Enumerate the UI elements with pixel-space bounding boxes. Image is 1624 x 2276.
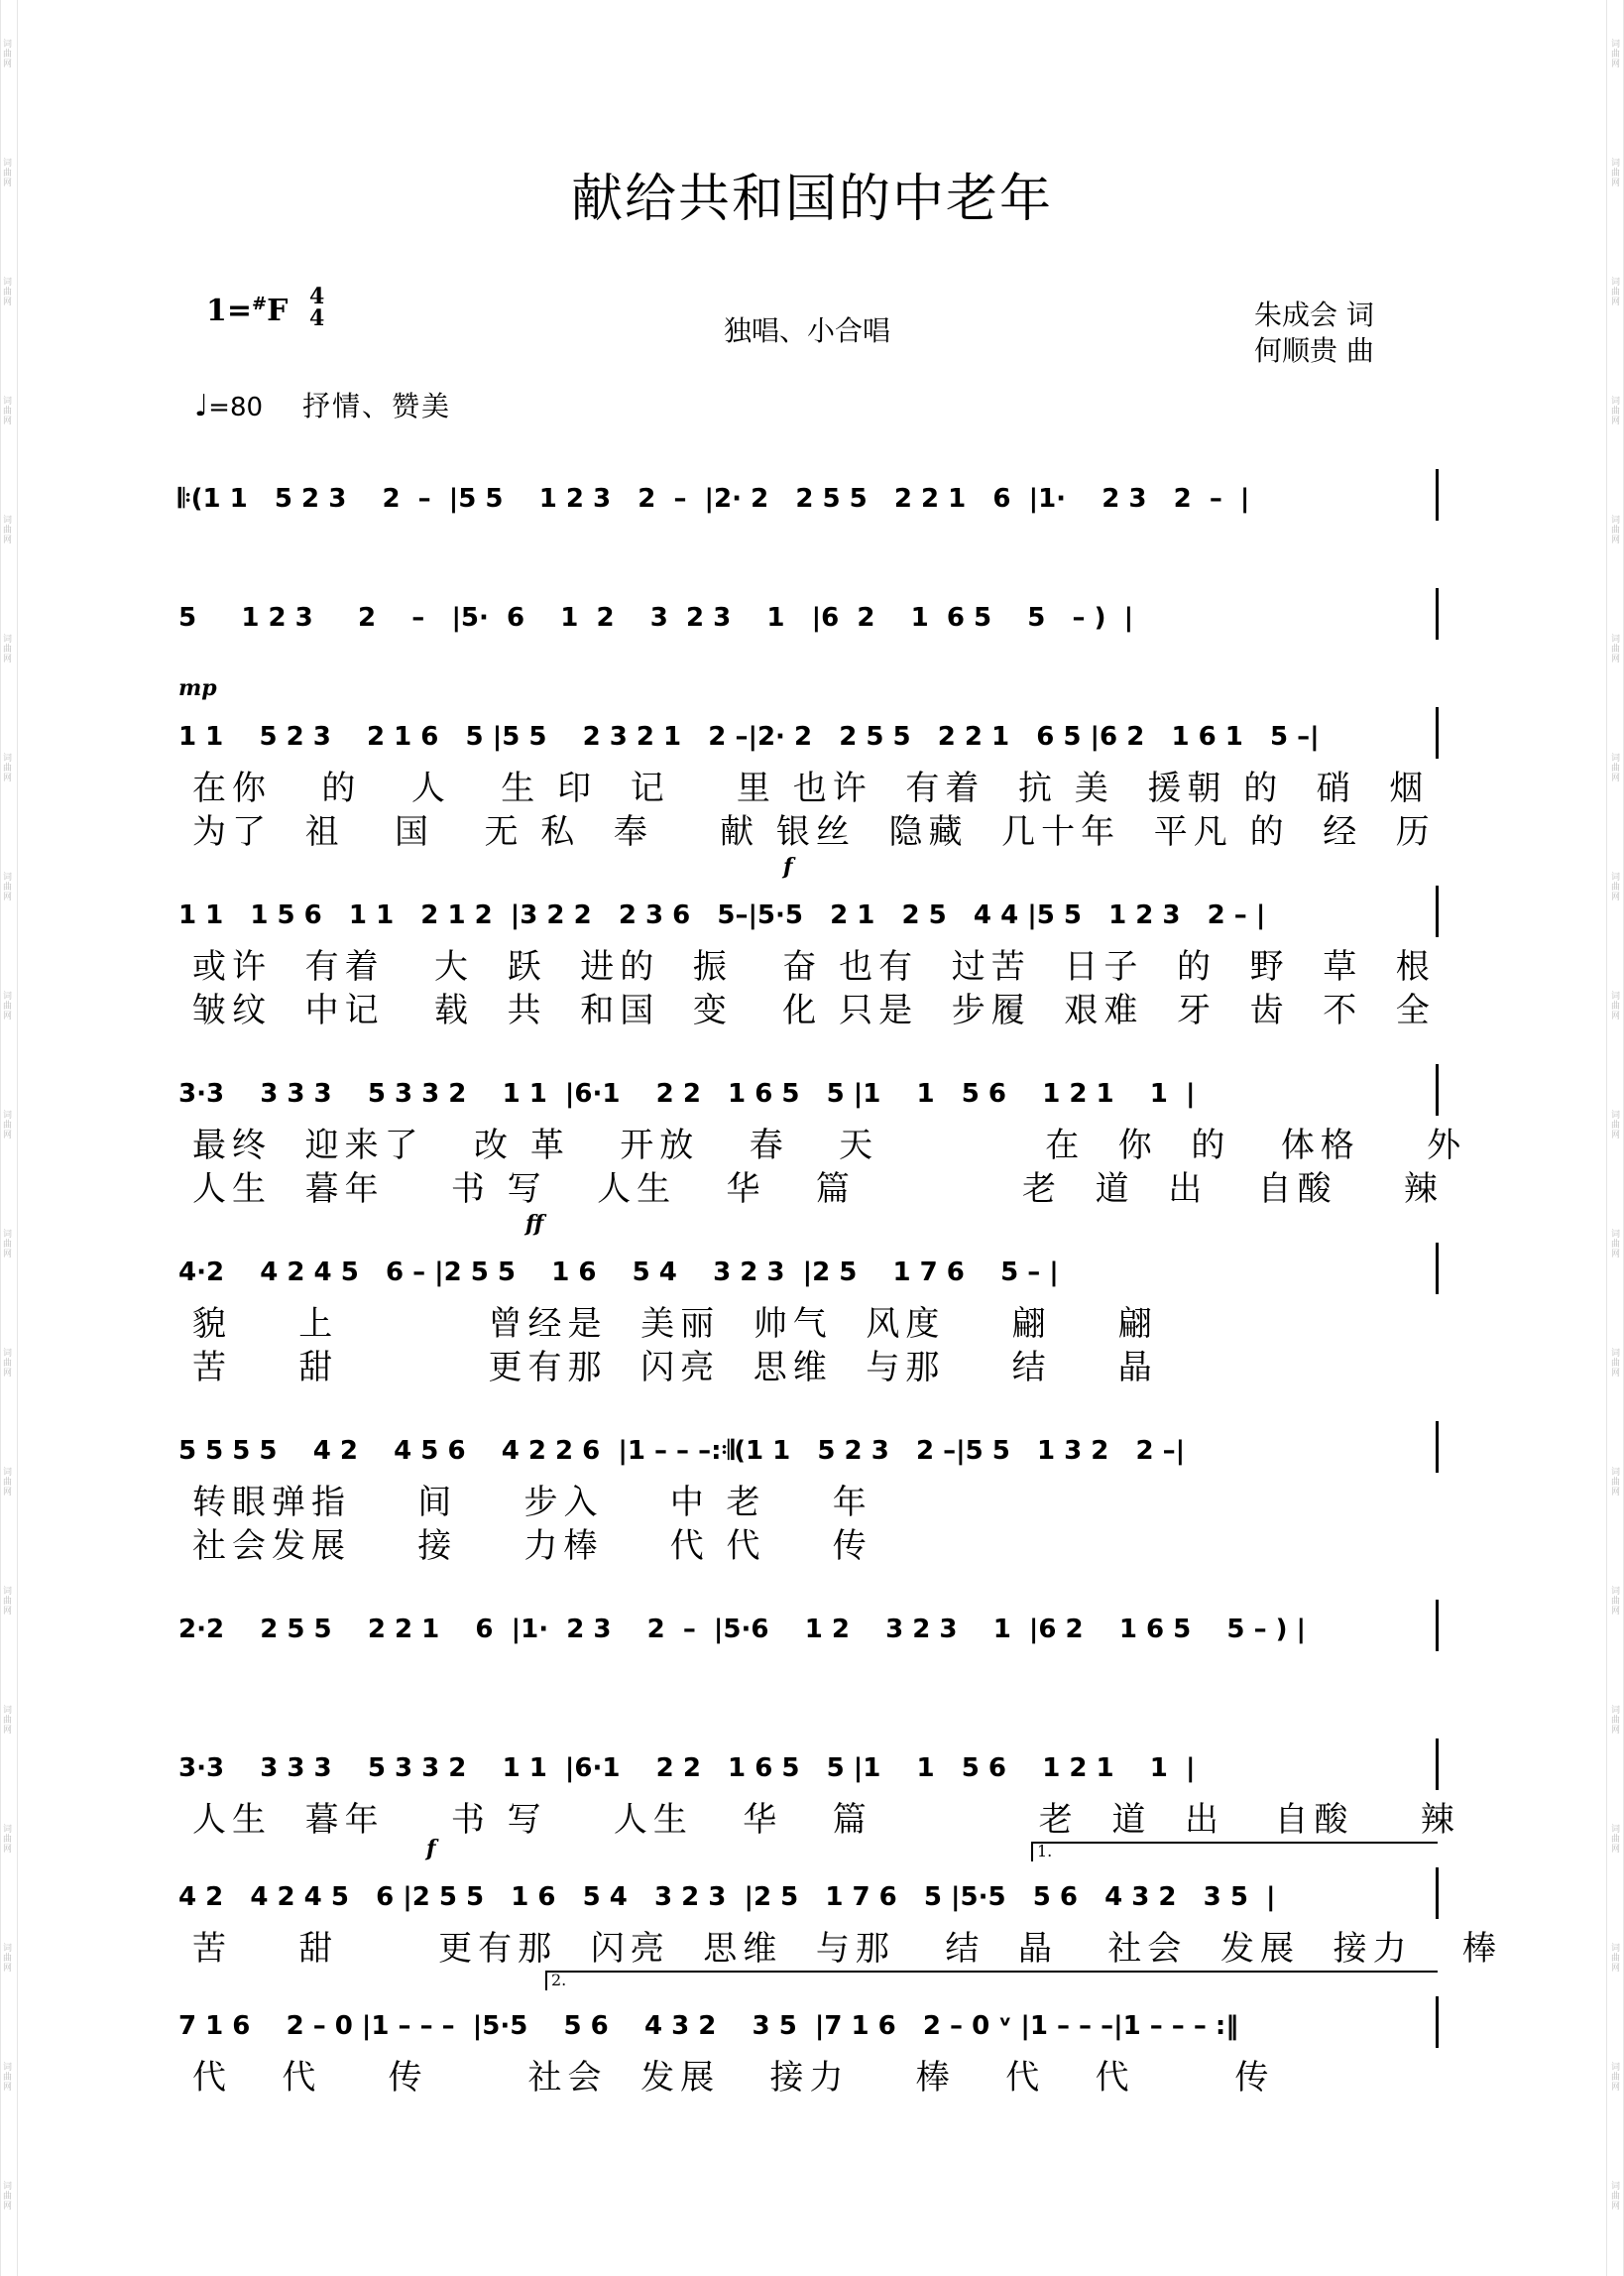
watermark-right: 词曲网 (1611, 159, 1621, 188)
barline (1436, 1421, 1439, 1473)
watermark-left: 词曲网 (3, 1230, 13, 1259)
lyrics-verse-1: 人生 暮年 书 写 人生 华 篇 老 道 出 自酸 辣 (192, 1800, 1460, 1840)
notation-line: 7 1 6 2 – 0 |1 – – – |5·5 5 6 4 3 2 3 5 |7 1 6 2 – 0 ᵛ |1 – – –|1 – – – :‖ (178, 2011, 1239, 2041)
barline (1436, 886, 1439, 937)
watermark-right: 词曲网 (1611, 1111, 1621, 1140)
barline (1436, 1738, 1439, 1790)
watermark-right: 词曲网 (1611, 1825, 1621, 1855)
watermark-left: 词曲网 (3, 278, 13, 307)
barline (1436, 1064, 1439, 1116)
watermark-left: 词曲网 (3, 516, 13, 545)
dynamic-marking: mp (178, 675, 217, 701)
score-row (178, 854, 1448, 1056)
watermark-left: 词曲网 (3, 1587, 13, 1617)
time-signature: 4 4 (309, 284, 325, 331)
score-row (178, 675, 1448, 878)
voicing-label: 独唱、小合唱 (724, 314, 891, 347)
watermark-left: 词曲网 (3, 1349, 13, 1378)
volta-number: 2. (551, 1971, 567, 1989)
composer-credit: 何顺贵 曲 (1254, 334, 1374, 367)
watermark-left: 词曲网 (3, 992, 13, 1021)
volta-tick (1031, 1842, 1033, 1861)
barline (1436, 469, 1439, 521)
tempo-marking: ♩=80 抒情、赞美 (194, 389, 452, 423)
watermark-right: 词曲网 (1611, 2182, 1621, 2212)
credits (1254, 298, 1374, 369)
lyrics-verse-1: 苦 甜 更有那 闪亮 思维 与那 结 晶 社会 发展 接力 棒 (192, 1929, 1503, 1969)
watermark-right: 词曲网 (1611, 992, 1621, 1021)
watermark-left: 词曲网 (3, 40, 13, 69)
lyrics-verse-1: 在你 的 人 生 印 记 里 也许 有着 抗 美 援朝 的 硝 烟 (192, 769, 1430, 808)
watermark-left: 词曲网 (3, 1111, 13, 1140)
watermark-right: 词曲网 (1611, 1706, 1621, 1736)
barline (1436, 588, 1439, 640)
watermark-left: 词曲网 (3, 2063, 13, 2093)
notation-line: 3·3 3 3 3 5 3 3 2 1 1 |6·1 2 2 1 6 5 5 |1 1 5 6 1 2 1 1 | (178, 1079, 1196, 1109)
watermark-left: 词曲网 (3, 1944, 13, 1974)
watermark-right: 词曲网 (1611, 1349, 1621, 1378)
notation-line: 5 5 5 5 4 2 4 5 6 4 2 2 6 |1 – – –:𝄇(1 1 5 2 3 2 –|5 5 1 3 2 2 –| (178, 1436, 1186, 1466)
barline (1436, 707, 1439, 759)
notation-line: 1 1 5 2 3 2 1 6 5 |5 5 2 3 2 1 2 –|2· 2 2 5 5 2 2 1 6 5 |6 2 1 6 1 5 –| (178, 722, 1320, 752)
lyrics-verse-1: 最终 迎来了 改 革 开放 春 天 在 你 的 体格 外 (192, 1126, 1467, 1165)
watermark-left: 词曲网 (3, 2182, 13, 2212)
score-row (178, 1211, 1448, 1413)
lyrics-verse-1: 代 代 传 社会 发展 接力 棒 代 代 传 (192, 2058, 1275, 2097)
volta-number: 1. (1037, 1842, 1053, 1860)
score-row (178, 1066, 1467, 1235)
watermark-right: 词曲网 (1611, 1230, 1621, 1259)
watermark-left: 词曲网 (3, 1468, 13, 1497)
watermark-right: 词曲网 (1611, 1944, 1621, 1974)
dynamic-marking: ff (525, 1211, 544, 1237)
watermark-right: 词曲网 (1611, 278, 1621, 307)
lyrics-verse-2: 为了 祖 国 无 私 奉 献 银丝 隐藏 几十年 平凡 的 经 历 (192, 812, 1436, 852)
notation-line: 𝄆(1 1 5 2 3 2 – |5 5 1 2 3 2 – |2· 2 2 5 5 2 2 1 6 |1· 2 3 2 – | (178, 484, 1250, 514)
lyrics-verse-2: 人生 暮年 书 写 人生 华 篇 老 道 出 自酸 辣 (192, 1169, 1444, 1209)
song-title: 献给共和国的中老年 (570, 170, 1053, 229)
barline (1436, 1867, 1439, 1919)
barline (1436, 1600, 1439, 1651)
notation-line: 1 1 1 5 6 1 1 2 1 2 |3 2 2 2 3 6 5–|5·5 2 1 2 5 4 4 |5 5 1 2 3 2 – | (178, 900, 1266, 930)
watermark-right: 词曲网 (1611, 1587, 1621, 1617)
watermark-left: 词曲网 (3, 397, 13, 426)
key-signature: 1=#F (206, 294, 289, 328)
volta-bracket (1031, 1842, 1438, 1844)
barline (1436, 1243, 1439, 1294)
barline (1436, 1996, 1439, 2048)
watermark-left: 词曲网 (3, 635, 13, 664)
watermark-right: 词曲网 (1611, 40, 1621, 69)
lyrics-verse-1: 或许 有着 大 跃 进的 振 奋 也有 过苦 日子 的 野 草 根 (192, 947, 1436, 987)
watermark-right: 词曲网 (1611, 635, 1621, 664)
lyrics-verse-2: 苦 甜 更有那 闪亮 思维 与那 结 晶 (192, 1348, 1158, 1387)
lyricist-credit: 朱成会 词 (1254, 299, 1374, 331)
watermark-right: 词曲网 (1611, 754, 1621, 783)
watermark-left: 词曲网 (3, 159, 13, 188)
watermark-left: 词曲网 (3, 1825, 13, 1855)
expression-marking: 抒情、赞美 (302, 390, 452, 422)
watermark-right: 词曲网 (1611, 1468, 1621, 1497)
watermark-left: 词曲网 (3, 1706, 13, 1736)
notation-line: 5 1 2 3 2 – |5· 6 1 2 3 2 3 1 |6 2 1 6 5 5 – ) | (178, 603, 1134, 633)
lyrics-verse-1: 貌 上 曾经是 美丽 帅气 风度 翩 翩 (192, 1304, 1158, 1344)
notation-line: 2·2 2 5 5 2 2 1 6 |1· 2 3 2 – |5·6 1 2 3 2 3 1 |6 2 1 6 5 5 – ) | (178, 1615, 1307, 1644)
lyrics-verse-1: 转眼弹指 间 步入 中 老 年 (192, 1483, 872, 1522)
watermark-right: 词曲网 (1611, 2063, 1621, 2093)
dynamic-marking: f (783, 854, 793, 880)
watermark-left: 词曲网 (3, 873, 13, 902)
volta-tick (545, 1971, 547, 1990)
dynamic-marking: f (426, 1836, 436, 1861)
volta-bracket (545, 1971, 1438, 1973)
notation-line: 4 2 4 2 4 5 6 |2 5 5 1 6 5 4 3 2 3 |2 5 1 7 6 5 |5·5 5 6 4 3 2 3 5 | (178, 1882, 1276, 1912)
score-row (178, 1971, 1448, 2167)
watermark-right: 词曲网 (1611, 397, 1621, 426)
lyrics-verse-2: 皱纹 中记 载 共 和国 变 化 只是 步履 艰难 牙 齿 不 全 (192, 991, 1436, 1030)
lyrics-verse-2: 社会发展 接 力棒 代 代 传 (192, 1526, 872, 1566)
notation-line: 4·2 4 2 4 5 6 – |2 5 5 1 6 5 4 3 2 3 |2 5 1 7 6 5 – | (178, 1258, 1059, 1287)
watermark-right: 词曲网 (1611, 516, 1621, 545)
watermark-left: 词曲网 (3, 754, 13, 783)
watermark-right: 词曲网 (1611, 873, 1621, 902)
notation-line: 3·3 3 3 3 5 3 3 2 1 1 |6·1 2 2 1 6 5 5 |1 1 5 6 1 2 1 1 | (178, 1753, 1196, 1783)
score-row (178, 1423, 1448, 1592)
